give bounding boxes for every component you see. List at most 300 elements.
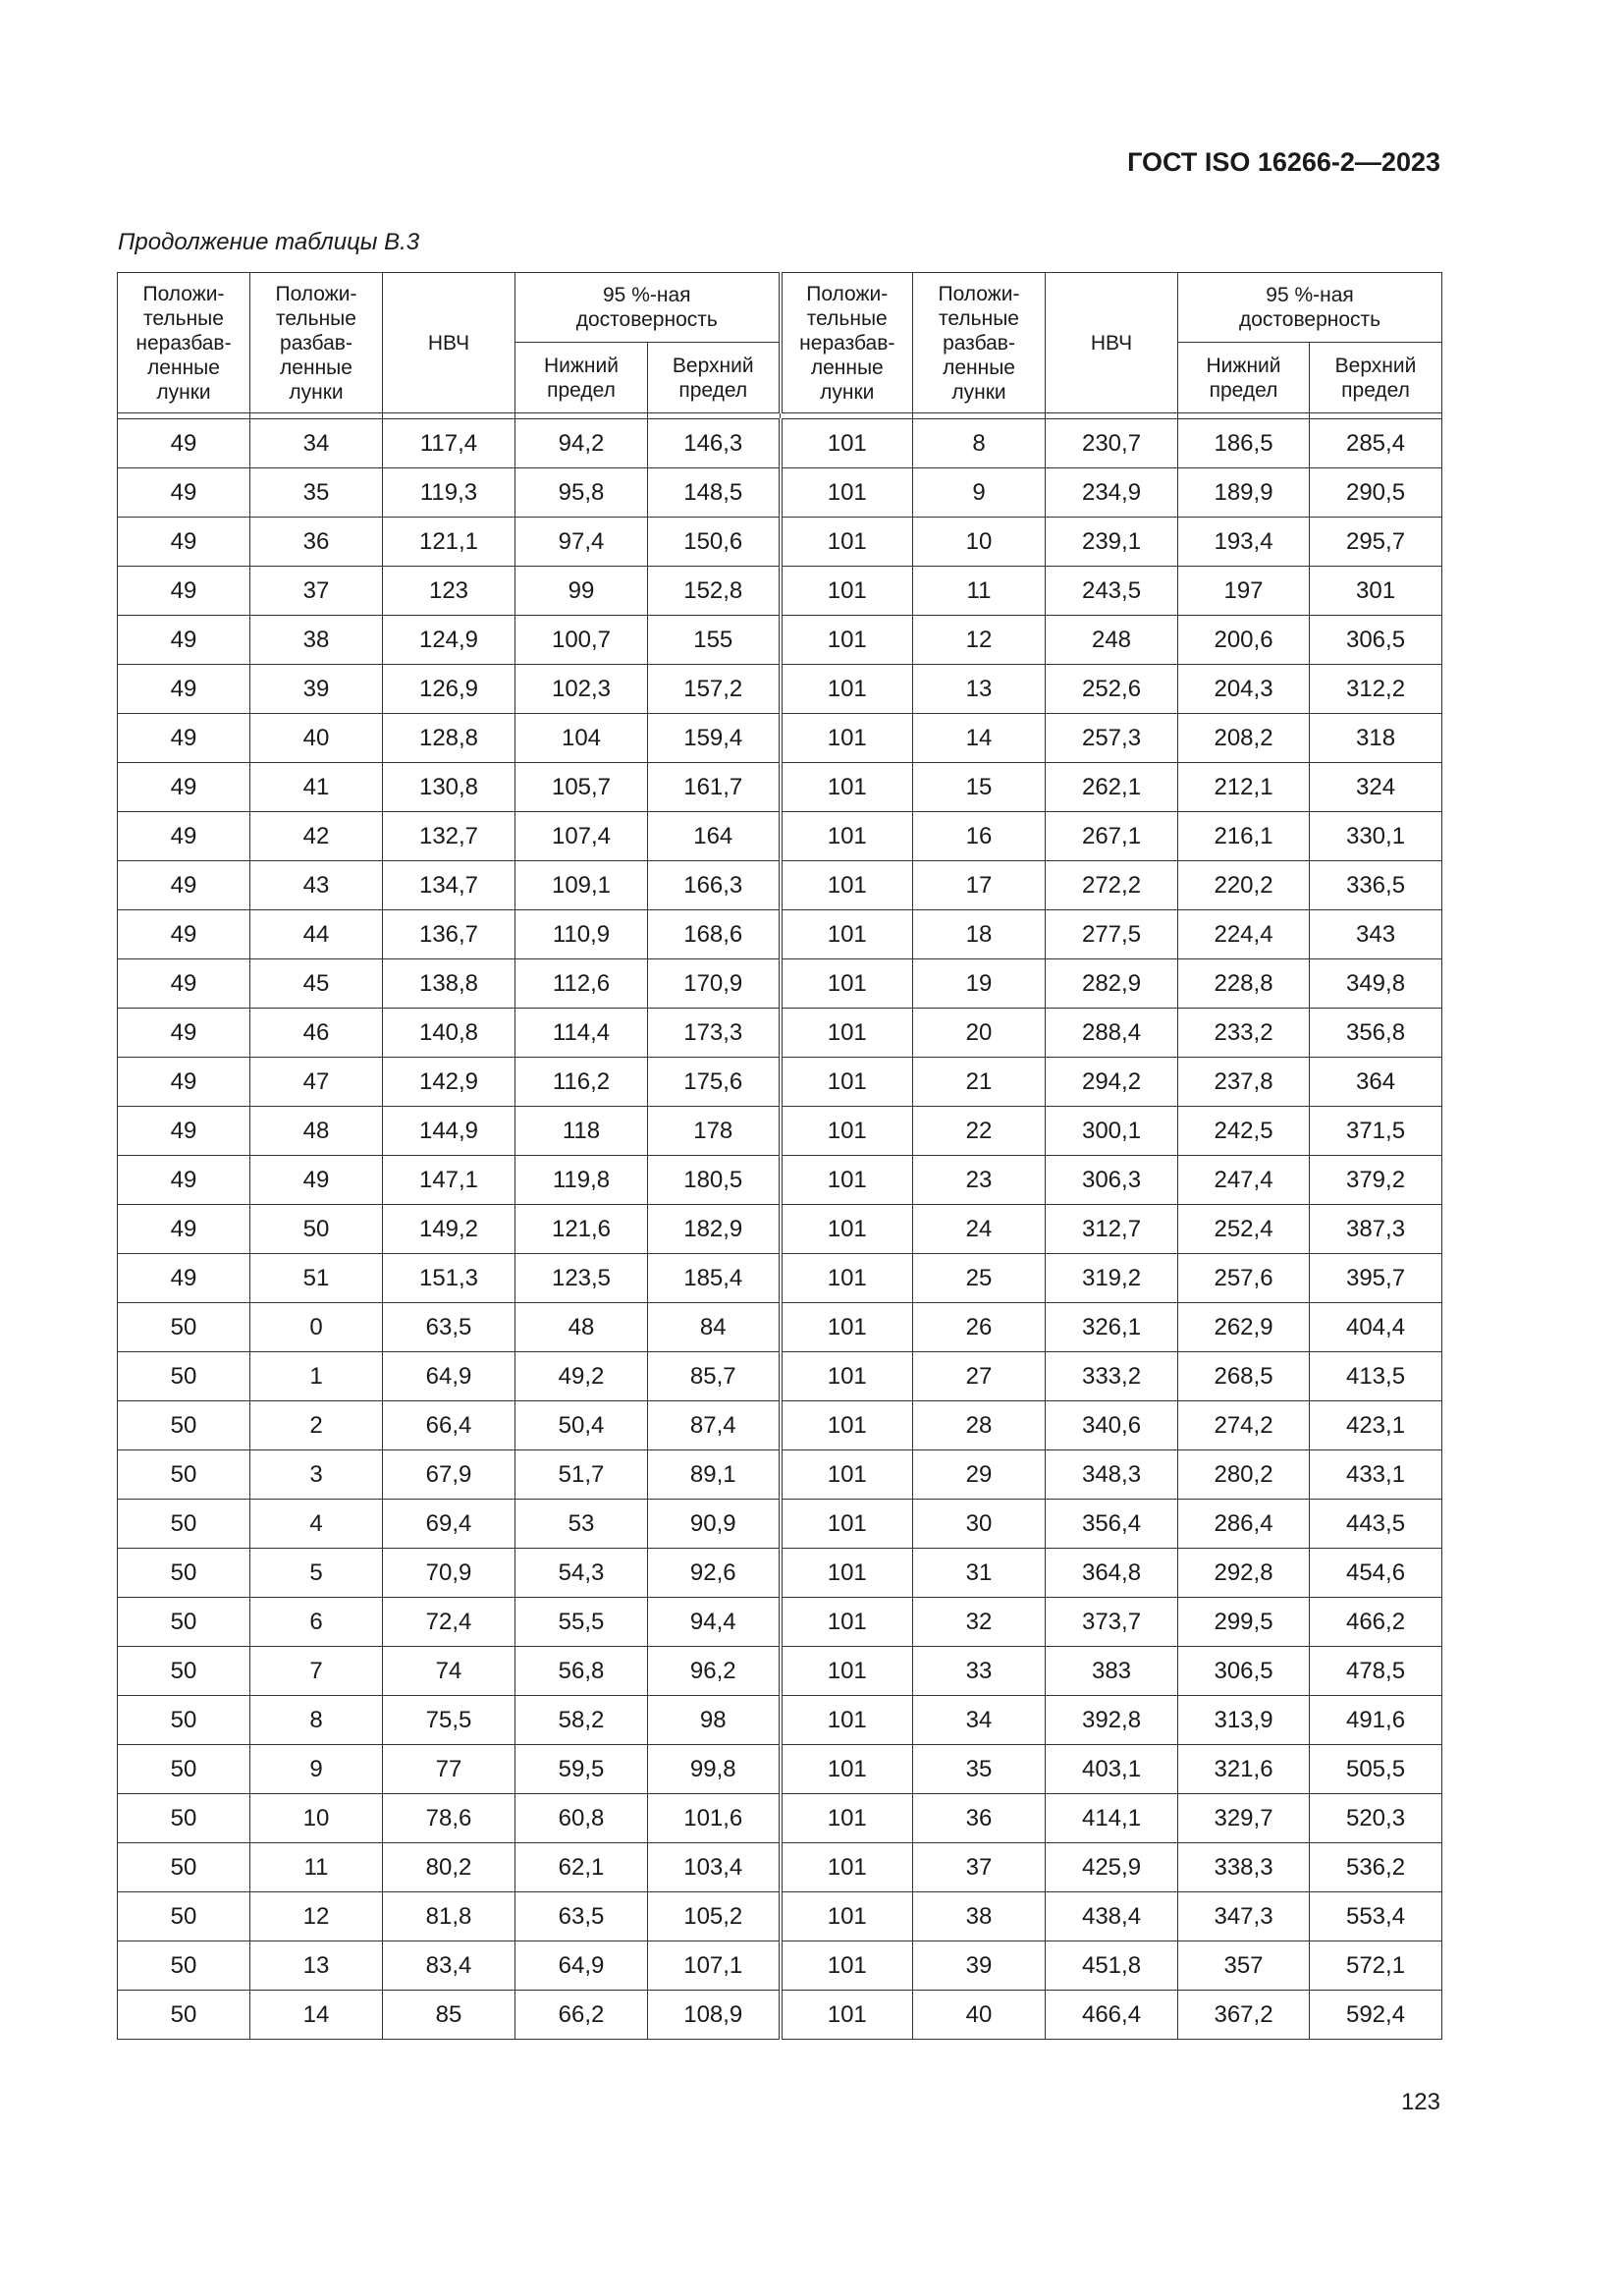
table-cell: 117,4 — [383, 419, 515, 468]
document-code: ГОСТ ISO 16266-2—2023 — [1127, 147, 1440, 177]
table-cell: 49 — [118, 1009, 250, 1058]
table-cell: 39 — [250, 665, 383, 714]
table-cell: 64,9 — [383, 1352, 515, 1401]
table-cell: 44 — [250, 910, 383, 959]
table-cell: 212,1 — [1178, 763, 1310, 812]
table-cell: 34 — [250, 419, 383, 468]
table-cell: 257,6 — [1178, 1254, 1310, 1303]
table-cell: 75,5 — [383, 1696, 515, 1745]
table-cell: 53 — [515, 1500, 648, 1549]
table-cell: 8 — [913, 419, 1046, 468]
table-cell: 101 — [781, 1303, 913, 1352]
header-lower-2: Нижний предел — [1178, 343, 1310, 413]
table-cell: 0 — [250, 1303, 383, 1352]
table-cell: 178 — [648, 1107, 781, 1156]
table-cell: 42 — [250, 812, 383, 861]
table-cell: 267,1 — [1046, 812, 1178, 861]
table-row — [118, 616, 1442, 665]
table-cell: 49 — [118, 1205, 250, 1254]
table-cell: 4 — [250, 1500, 383, 1549]
table-cell: 18 — [913, 910, 1046, 959]
table-cell: 140,8 — [383, 1009, 515, 1058]
table-cell: 20 — [913, 1009, 1046, 1058]
table-row — [118, 1794, 1442, 1843]
table-cell: 49 — [118, 419, 250, 468]
table-cell: 50 — [118, 1549, 250, 1598]
table-cell: 138,8 — [383, 959, 515, 1009]
table-cell: 101 — [781, 1745, 913, 1794]
table-cell: 136,7 — [383, 910, 515, 959]
table-cell: 87,4 — [648, 1401, 781, 1450]
table-cell: 438,4 — [1046, 1892, 1178, 1941]
table-cell: 204,3 — [1178, 665, 1310, 714]
table-cell: 101 — [781, 1892, 913, 1941]
table-cell: 338,3 — [1178, 1843, 1310, 1892]
table-cell: 107,1 — [648, 1941, 781, 1991]
table-cell: 520,3 — [1310, 1794, 1442, 1843]
table-cell: 478,5 — [1310, 1647, 1442, 1696]
table-cell: 319,2 — [1046, 1254, 1178, 1303]
table-row — [118, 1598, 1442, 1647]
table-cell: 101 — [781, 1205, 913, 1254]
table-cell: 5 — [250, 1549, 383, 1598]
table-cell: 182,9 — [648, 1205, 781, 1254]
table-cell: 383 — [1046, 1647, 1178, 1696]
table-cell: 336,5 — [1310, 861, 1442, 910]
table-cell: 16 — [913, 812, 1046, 861]
table-row — [118, 763, 1442, 812]
table-cell: 306,5 — [1178, 1647, 1310, 1696]
table-cell: 13 — [250, 1941, 383, 1991]
header-pos-diluted: Положи- тельные разбав- ленные лунки — [250, 273, 383, 413]
table-cell: 50 — [118, 1500, 250, 1549]
table-body — [118, 419, 1442, 2040]
table-cell: 95,8 — [515, 468, 648, 518]
table-cell: 313,9 — [1178, 1696, 1310, 1745]
table-cell: 26 — [913, 1303, 1046, 1352]
table-cell: 17 — [913, 861, 1046, 910]
table-cell: 49 — [118, 1107, 250, 1156]
table-cell: 186,5 — [1178, 419, 1310, 468]
table-cell: 257,3 — [1046, 714, 1178, 763]
table-cell: 102,3 — [515, 665, 648, 714]
table-cell: 144,9 — [383, 1107, 515, 1156]
table-cell: 63,5 — [383, 1303, 515, 1352]
table-cell: 237,8 — [1178, 1058, 1310, 1107]
table-cell: 33 — [913, 1647, 1046, 1696]
table-cell: 50 — [118, 1892, 250, 1941]
page-number: 123 — [1400, 2089, 1440, 2115]
table-cell: 572,1 — [1310, 1941, 1442, 1991]
table-cell: 104 — [515, 714, 648, 763]
header-upper-2: Верхний предел — [1310, 343, 1442, 413]
table-cell: 50 — [118, 1303, 250, 1352]
table-cell: 247,4 — [1178, 1156, 1310, 1205]
table-cell: 101 — [781, 959, 913, 1009]
table-cell: 85 — [383, 1991, 515, 2040]
table-cell: 85,7 — [648, 1352, 781, 1401]
table-cell: 123,5 — [515, 1254, 648, 1303]
table-cell: 197 — [1178, 567, 1310, 616]
table-cell: 10 — [913, 518, 1046, 567]
table-cell: 101 — [781, 616, 913, 665]
table-cell: 38 — [250, 616, 383, 665]
table-cell: 101 — [781, 1107, 913, 1156]
table-cell: 49 — [118, 468, 250, 518]
table-cell: 343 — [1310, 910, 1442, 959]
table-cell: 80,2 — [383, 1843, 515, 1892]
table-row — [118, 1696, 1442, 1745]
table-cell: 24 — [913, 1205, 1046, 1254]
table-cell: 200,6 — [1178, 616, 1310, 665]
table-cell: 43 — [250, 861, 383, 910]
table-cell: 77 — [383, 1745, 515, 1794]
table-cell: 161,7 — [648, 763, 781, 812]
table-row — [118, 567, 1442, 616]
table-cell: 228,8 — [1178, 959, 1310, 1009]
table-row — [118, 861, 1442, 910]
table-row — [118, 419, 1442, 468]
table-cell: 99,8 — [648, 1745, 781, 1794]
table-cell: 49 — [118, 812, 250, 861]
table-cell: 12 — [250, 1892, 383, 1941]
table-cell: 356,4 — [1046, 1500, 1178, 1549]
table-cell: 22 — [913, 1107, 1046, 1156]
table-cell: 69,4 — [383, 1500, 515, 1549]
table-cell: 101 — [781, 1450, 913, 1500]
table-cell: 100,7 — [515, 616, 648, 665]
table-cell: 101 — [781, 910, 913, 959]
table-cell: 60,8 — [515, 1794, 648, 1843]
table-cell: 101 — [781, 419, 913, 468]
table-cell: 14 — [913, 714, 1046, 763]
table-cell: 101 — [781, 1647, 913, 1696]
table-cell: 98 — [648, 1696, 781, 1745]
table-cell: 592,4 — [1310, 1991, 1442, 2040]
table-cell: 101 — [781, 1549, 913, 1598]
table-cell: 37 — [913, 1843, 1046, 1892]
table-cell: 49 — [118, 616, 250, 665]
table-cell: 50 — [118, 1745, 250, 1794]
table-cell: 99 — [515, 567, 648, 616]
header-confidence: 95 %-ная достоверность — [515, 273, 781, 343]
table-cell: 123 — [383, 567, 515, 616]
table-cell: 3 — [250, 1450, 383, 1500]
table-cell: 50 — [118, 1991, 250, 2040]
table-cell: 50,4 — [515, 1401, 648, 1450]
table-caption: Продолжение таблицы В.3 — [118, 229, 420, 255]
table-cell: 103,4 — [648, 1843, 781, 1892]
table-cell: 312,7 — [1046, 1205, 1178, 1254]
table-cell: 324 — [1310, 763, 1442, 812]
table-cell: 164 — [648, 812, 781, 861]
table-row — [118, 910, 1442, 959]
table-cell: 27 — [913, 1352, 1046, 1401]
table-cell: 193,4 — [1178, 518, 1310, 567]
table-cell: 230,7 — [1046, 419, 1178, 468]
table-cell: 36 — [250, 518, 383, 567]
table-cell: 11 — [913, 567, 1046, 616]
table-cell: 121,6 — [515, 1205, 648, 1254]
table-cell: 6 — [250, 1598, 383, 1647]
table-cell: 268,5 — [1178, 1352, 1310, 1401]
table-cell: 49 — [118, 1254, 250, 1303]
table-cell: 367,2 — [1178, 1991, 1310, 2040]
table-cell: 101 — [781, 1254, 913, 1303]
table-row — [118, 714, 1442, 763]
table-cell: 49 — [118, 861, 250, 910]
table-cell: 14 — [250, 1991, 383, 2040]
table-row — [118, 1991, 1442, 2040]
header-pos-diluted-2: Положи- тельные разбав- ленные лунки — [913, 273, 1046, 413]
table-row — [118, 1254, 1442, 1303]
table-cell: 96,2 — [648, 1647, 781, 1696]
table-cell: 347,3 — [1178, 1892, 1310, 1941]
table-cell: 553,4 — [1310, 1892, 1442, 1941]
table-cell: 15 — [913, 763, 1046, 812]
table-cell: 395,7 — [1310, 1254, 1442, 1303]
table-row — [118, 1303, 1442, 1352]
table-cell: 101 — [781, 812, 913, 861]
table-cell: 55,5 — [515, 1598, 648, 1647]
table-cell: 234,9 — [1046, 468, 1178, 518]
header-pos-undiluted-2: Положи- тельные неразбав- ленные лунки — [781, 273, 913, 413]
table-cell: 45 — [250, 959, 383, 1009]
table-cell: 340,6 — [1046, 1401, 1178, 1450]
table-cell: 124,9 — [383, 616, 515, 665]
header-confidence-2: 95 %-ная достоверность — [1178, 273, 1442, 343]
table-cell: 413,5 — [1310, 1352, 1442, 1401]
table-row — [118, 1500, 1442, 1549]
table-cell: 285,4 — [1310, 419, 1442, 468]
table-cell: 58,2 — [515, 1696, 648, 1745]
table-cell: 83,4 — [383, 1941, 515, 1991]
table-cell: 62,1 — [515, 1843, 648, 1892]
table-cell: 59,5 — [515, 1745, 648, 1794]
table-cell: 49,2 — [515, 1352, 648, 1401]
table-cell: 49 — [118, 665, 250, 714]
table-cell: 40 — [250, 714, 383, 763]
mpn-table — [117, 272, 1442, 2040]
table-cell: 116,2 — [515, 1058, 648, 1107]
table-cell: 364 — [1310, 1058, 1442, 1107]
table-cell: 109,1 — [515, 861, 648, 910]
table-cell: 295,7 — [1310, 518, 1442, 567]
table-cell: 119,3 — [383, 468, 515, 518]
table-cell: 56,8 — [515, 1647, 648, 1696]
table-cell: 312,2 — [1310, 665, 1442, 714]
table-cell: 152,8 — [648, 567, 781, 616]
table-cell: 28 — [913, 1401, 1046, 1450]
table-cell: 13 — [913, 665, 1046, 714]
table-cell: 50 — [118, 1843, 250, 1892]
table-cell: 364,8 — [1046, 1549, 1178, 1598]
table-cell: 349,8 — [1310, 959, 1442, 1009]
table-cell: 147,1 — [383, 1156, 515, 1205]
table-cell: 101 — [781, 1401, 913, 1450]
table-cell: 40 — [913, 1991, 1046, 2040]
table-cell: 114,4 — [515, 1009, 648, 1058]
table-cell: 180,5 — [648, 1156, 781, 1205]
table-cell: 134,7 — [383, 861, 515, 910]
table-cell: 38 — [913, 1892, 1046, 1941]
table-cell: 64,9 — [515, 1941, 648, 1991]
table-cell: 491,6 — [1310, 1696, 1442, 1745]
table-cell: 23 — [913, 1156, 1046, 1205]
table-cell: 50 — [118, 1598, 250, 1647]
table-row — [118, 1450, 1442, 1500]
table-cell: 36 — [913, 1794, 1046, 1843]
table-cell: 66,2 — [515, 1991, 648, 2040]
table-cell: 306,5 — [1310, 616, 1442, 665]
table-cell: 46 — [250, 1009, 383, 1058]
table-cell: 299,5 — [1178, 1598, 1310, 1647]
table-cell: 329,7 — [1178, 1794, 1310, 1843]
table-cell: 12 — [913, 616, 1046, 665]
table-row — [118, 1745, 1442, 1794]
table-cell: 128,8 — [383, 714, 515, 763]
table-cell: 301 — [1310, 567, 1442, 616]
table-cell: 121,1 — [383, 518, 515, 567]
table-cell: 101 — [781, 518, 913, 567]
table-row — [118, 812, 1442, 861]
table-cell: 81,8 — [383, 1892, 515, 1941]
table-cell: 425,9 — [1046, 1843, 1178, 1892]
table-cell: 101 — [781, 1794, 913, 1843]
table-cell: 101 — [781, 861, 913, 910]
table-cell: 50 — [118, 1352, 250, 1401]
table-cell: 50 — [118, 1401, 250, 1450]
table-cell: 505,5 — [1310, 1745, 1442, 1794]
table-cell: 280,2 — [1178, 1450, 1310, 1500]
table-cell: 292,8 — [1178, 1549, 1310, 1598]
table-cell: 330,1 — [1310, 812, 1442, 861]
table-cell: 30 — [913, 1500, 1046, 1549]
table-cell: 29 — [913, 1450, 1046, 1500]
table-cell: 239,1 — [1046, 518, 1178, 567]
table-cell: 300,1 — [1046, 1107, 1178, 1156]
table-cell: 277,5 — [1046, 910, 1178, 959]
table-cell: 272,2 — [1046, 861, 1178, 910]
table-cell: 48 — [515, 1303, 648, 1352]
table-cell: 443,5 — [1310, 1500, 1442, 1549]
table-cell: 21 — [913, 1058, 1046, 1107]
table-cell: 262,1 — [1046, 763, 1178, 812]
table-cell: 248 — [1046, 616, 1178, 665]
table-cell: 84 — [648, 1303, 781, 1352]
table-cell: 1 — [250, 1352, 383, 1401]
table-cell: 118 — [515, 1107, 648, 1156]
table-row — [118, 665, 1442, 714]
table-cell: 168,6 — [648, 910, 781, 959]
table-cell: 10 — [250, 1794, 383, 1843]
header-upper: Верхний предел — [648, 343, 781, 413]
table-cell: 155 — [648, 616, 781, 665]
table-cell: 170,9 — [648, 959, 781, 1009]
table-cell: 371,5 — [1310, 1107, 1442, 1156]
table-cell: 252,4 — [1178, 1205, 1310, 1254]
table-cell: 50 — [250, 1205, 383, 1254]
table-cell: 7 — [250, 1647, 383, 1696]
table-cell: 34 — [913, 1696, 1046, 1745]
table-cell: 157,2 — [648, 665, 781, 714]
table-cell: 49 — [118, 567, 250, 616]
table-cell: 306,3 — [1046, 1156, 1178, 1205]
table-cell: 149,2 — [383, 1205, 515, 1254]
table-row — [118, 1941, 1442, 1991]
table-cell: 220,2 — [1178, 861, 1310, 910]
table-cell: 404,4 — [1310, 1303, 1442, 1352]
table-cell: 67,9 — [383, 1450, 515, 1500]
table-cell: 357 — [1178, 1941, 1310, 1991]
table-cell: 536,2 — [1310, 1843, 1442, 1892]
table-cell: 8 — [250, 1696, 383, 1745]
table-cell: 387,3 — [1310, 1205, 1442, 1254]
table-row — [118, 1156, 1442, 1205]
table-cell: 107,4 — [515, 812, 648, 861]
table-cell: 50 — [118, 1794, 250, 1843]
table-cell: 50 — [118, 1696, 250, 1745]
table-cell: 35 — [913, 1745, 1046, 1794]
table-cell: 166,3 — [648, 861, 781, 910]
table-cell: 101 — [781, 665, 913, 714]
table-cell: 189,9 — [1178, 468, 1310, 518]
table-cell: 233,2 — [1178, 1009, 1310, 1058]
table-cell: 151,3 — [383, 1254, 515, 1303]
table-cell: 51 — [250, 1254, 383, 1303]
table-cell: 294,2 — [1046, 1058, 1178, 1107]
table-cell: 356,8 — [1310, 1009, 1442, 1058]
table-cell: 11 — [250, 1843, 383, 1892]
table-cell: 54,3 — [515, 1549, 648, 1598]
table-cell: 433,1 — [1310, 1450, 1442, 1500]
table-cell: 290,5 — [1310, 468, 1442, 518]
table-cell: 130,8 — [383, 763, 515, 812]
table-cell: 288,4 — [1046, 1009, 1178, 1058]
table-row — [118, 1352, 1442, 1401]
table-cell: 326,1 — [1046, 1303, 1178, 1352]
table-cell: 49 — [118, 1156, 250, 1205]
table-cell: 101 — [781, 714, 913, 763]
table-cell: 159,4 — [648, 714, 781, 763]
table-cell: 92,6 — [648, 1549, 781, 1598]
table-cell: 105,2 — [648, 1892, 781, 1941]
table-cell: 132,7 — [383, 812, 515, 861]
table-cell: 243,5 — [1046, 567, 1178, 616]
table-cell: 224,4 — [1178, 910, 1310, 959]
table-cell: 348,3 — [1046, 1450, 1178, 1500]
table-cell: 318 — [1310, 714, 1442, 763]
table-cell: 403,1 — [1046, 1745, 1178, 1794]
table-cell: 333,2 — [1046, 1352, 1178, 1401]
table-cell: 451,8 — [1046, 1941, 1178, 1991]
table-cell: 282,9 — [1046, 959, 1178, 1009]
table-cell: 72,4 — [383, 1598, 515, 1647]
table-cell: 101 — [781, 1598, 913, 1647]
table-cell: 101 — [781, 1696, 913, 1745]
table-row — [118, 1843, 1442, 1892]
table-cell: 35 — [250, 468, 383, 518]
table-cell: 175,6 — [648, 1058, 781, 1107]
table-cell: 74 — [383, 1647, 515, 1696]
table-cell: 101 — [781, 468, 913, 518]
table-cell: 101 — [781, 1156, 913, 1205]
table-row — [118, 1009, 1442, 1058]
table-row — [118, 1058, 1442, 1107]
table-cell: 49 — [118, 910, 250, 959]
table-cell: 185,4 — [648, 1254, 781, 1303]
table-cell: 50 — [118, 1450, 250, 1500]
